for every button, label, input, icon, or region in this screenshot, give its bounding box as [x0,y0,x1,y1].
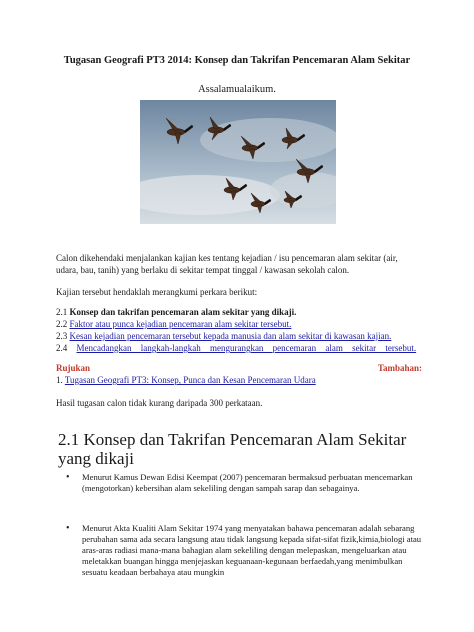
list-item: 2.1 Konsep dan takrifan pencemaran alam sekitar yang dikaji. [56,307,297,317]
bullet-text: Menurut Kamus Dewan Edisi Keempat (2007) pencemaran bermaksud perbuatan mencemarkan (mengotorkan) kebersihan alam sekeliling dengan sampah sarap dan sebagainya. [82,472,413,493]
tambahan-label: Tambahan: [377,363,422,373]
greeting-text: Assalamualaikum. [198,84,276,95]
section-heading: 2.1 Konsep dan Takrifan Pencemaran Alam Sekitar yang dikaji [58,430,407,468]
bullet-item [66,472,422,494]
faktor-link[interactable]: Faktor atau punca kejadian pencemaran alam sekitar tersebut. [69,319,292,329]
bullet-icon: • [66,523,70,534]
document-title: Tugasan Geografi PT3 2014: Konsep dan Takrifan Pencemaran Alam Sekitar [63,55,411,66]
scope-list [56,306,422,354]
reference-row: 1. Tugasan Geografi PT3: Konsep, Punca dan Kesan Pencemaran Udara [56,375,316,385]
scope-intro: Kajian tersebut hendaklah merangkumi perkara berikut: [56,287,258,297]
bullet-item [66,523,422,578]
intro-paragraph: Calon dikehendaki menjalankan kajian kes tentang kejadian / isu pencemaran alam sekitar (air, udara, bau, tanih) yang berlaku di sekitar tempat tinggal / kawasan sekolah calon. [56,253,398,275]
list-item: 2.2 Faktor atau punca kejadian pencemaran alam sekitar tersebut. [56,319,292,329]
kesan-link[interactable]: Kesan kejadian pencemaran tersebut kepada manusia dan alam sekitar di kawasan kajian. [69,331,392,341]
list-item-text: Konsep dan takrifan pencemaran alam sekitar yang dikaji. [69,307,297,317]
rujukan-row [56,362,422,374]
bullet-icon: • [66,472,70,483]
cadangan-link[interactable]: Mencadangkan langkah-langkah mengurangkan pencemaran alam sekitar tersebut. [76,343,417,353]
reference-link[interactable]: Tugasan Geografi PT3: Konsep, Punca dan Kesan Pencemaran Udara [64,375,316,385]
list-item: 2.4 Mencadangkan langkah-langkah mengurangkan pencemaran alam sekitar tersebut. [56,343,417,353]
geese-photo [140,100,336,224]
bullet-text: Menurut Akta Kualiti Alam Sekitar 1974 yang menyatakan bahawa pencemaran adalah sebarang perubahan sama ada secara langsung atau tidak langsung kepada sifat-sifat fizik,kimia,biologi atau aras-aras radiasi mana-mana bahagian alam sekeliling dengan melepaskan, mengeluarkan atau meletakkan buangan hingga menjejaskan keguanaan-kegunaan berfaedah,yang menimbulkan sesuatu keadaan berbahaya atau mungkin [82,523,422,577]
rujukan-label: Rujukan [56,363,91,373]
geese-image [140,100,336,224]
result-text: Hasil tugasan calon tidak kurang daripada 300 perkataan. [56,398,263,408]
list-item: 2.3 Kesan kejadian pencemaran tersebut kepada manusia dan alam sekitar di kawasan kajian. [56,331,392,341]
